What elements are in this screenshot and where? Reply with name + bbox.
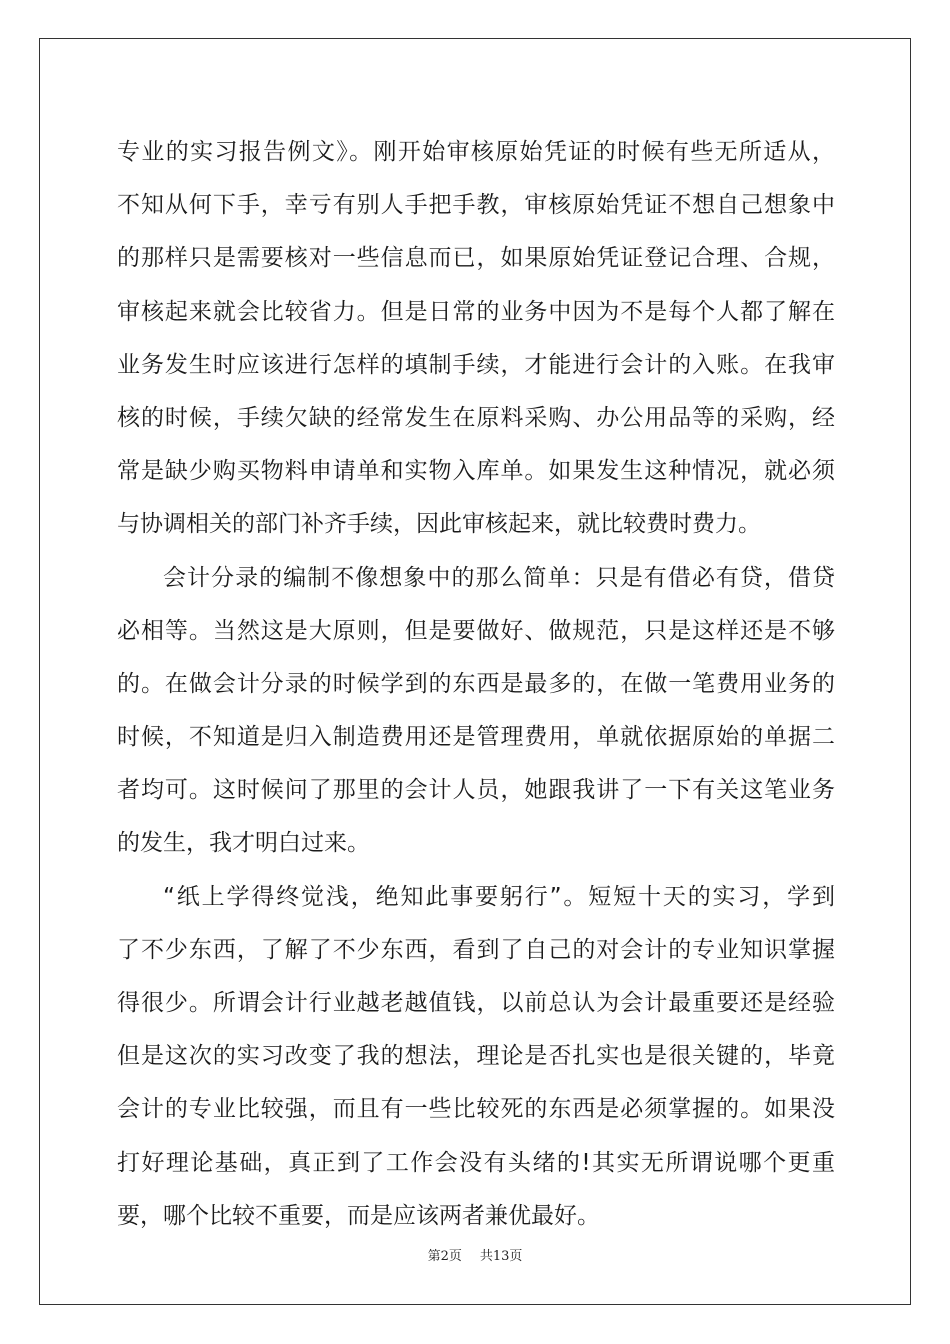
text-line: 的发生，我才明白过来。 xyxy=(117,830,370,857)
text-line: “纸上学得终觉浅，绝知此事要躬行”。短短十天的实习，学到 xyxy=(163,883,835,910)
text-line: 得很少。所谓会计行业越老越值钱，以前总认为会计最重要还是经验 xyxy=(117,990,835,1016)
text-line: 要，哪个比较不重要，而是应该两者兼优最好。 xyxy=(117,1202,600,1229)
text-line: 审核起来就会比较省力。但是日常的业务中因为不是每个人都了解在 xyxy=(117,298,835,325)
text-line: 者均可。这时候问了那里的会计人员，她跟我讲了一下有关这笔业务 xyxy=(117,777,835,804)
text-line: 核的时候，手续欠缺的经常发生在原料采购、办公用品等的采购，经 xyxy=(117,404,835,431)
text-line: 了不少东西，了解了不少东西，看到了自己的对会计的专业知识掌握 xyxy=(117,936,835,963)
text-line: 但是这次的实习改变了我的想法，理论是否扎实也是很关键的，毕竟 xyxy=(117,1043,835,1070)
text-line: 不知从何下手，幸亏有别人手把手教，审核原始凭证不想自己想象中 xyxy=(117,192,835,219)
text-line: 业务发生时应该进行怎样的填制手续，才能进行会计的入账。在我审 xyxy=(117,351,835,378)
text-line: 打好理论基础，真正到了工作会没有头绪的!其实无所谓说哪个更重 xyxy=(117,1149,835,1176)
page-footer xyxy=(0,1245,950,1264)
page-total: 共13页 xyxy=(479,1249,523,1264)
text-line: 必相等。当然这是大原则，但是要做好、做规范，只是这样还是不够 xyxy=(117,617,835,644)
text-line: 时候，不知道是归入制造费用还是管理费用，单就依据原始的单据二 xyxy=(117,724,835,751)
text-line: 会计的专业比较强，而且有一些比较死的东西是必须掌握的。如果没 xyxy=(117,1096,835,1123)
text-line: 会计分录的编制不像想象中的那么简单：只是有借必有贷，借贷 xyxy=(163,564,835,591)
text-line: 常是缺少购买物料申请单和实物入库单。如果发生这种情况，就必须 xyxy=(117,458,835,485)
page-number: 第2页 xyxy=(427,1249,462,1264)
document-body xyxy=(117,126,835,1243)
text-line: 的那样只是需要核对一些信息而已，如果原始凭证登记合理、合规， xyxy=(117,245,835,272)
text-line: 的。在做会计分录的时候学到的东西是最多的，在做一笔费用业务的 xyxy=(117,670,835,697)
text-line: 专业的实习报告例文》。刚开始审核原始凭证的时候有些无所适从， xyxy=(117,139,835,165)
text-line: 与协调相关的部门补齐手续，因此审核起来，就比较费时费力。 xyxy=(117,511,761,538)
